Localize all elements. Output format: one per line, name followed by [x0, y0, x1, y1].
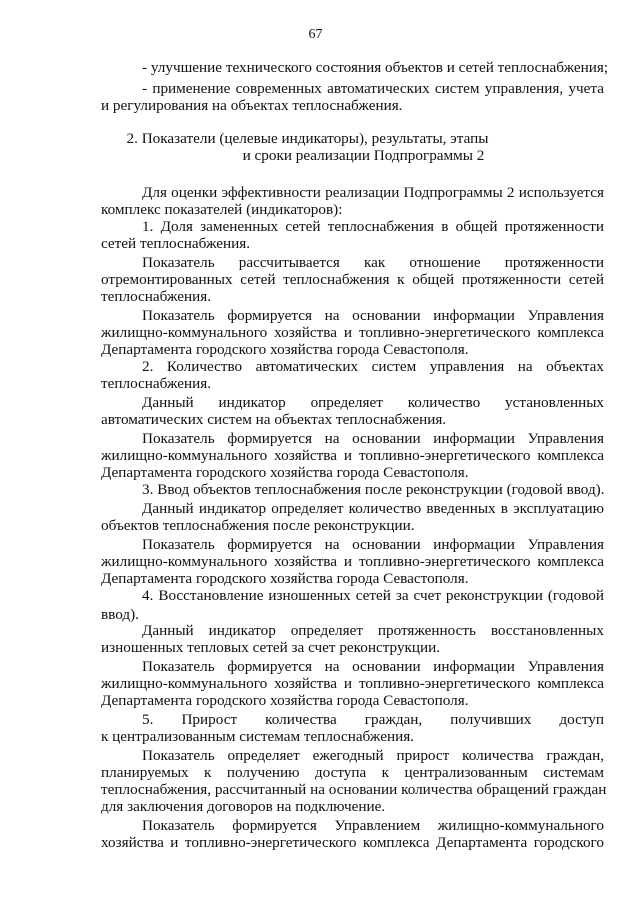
paragraph-line: Департамента городского хозяйства города Севастополя.: [101, 692, 469, 709]
paragraph-line: сетей теплоснабжения.: [101, 235, 251, 252]
paragraph-line: Показатель определяет ежегодный прирост количества граждан,: [142, 747, 604, 764]
paragraph-line: жилищно-коммунального хозяйства и топливно-энергетического комплекса: [101, 553, 604, 570]
paragraph-line: - улучшение технического состояния объектов и сетей теплоснабжения;: [142, 59, 609, 76]
paragraph-line: жилищно-коммунального хозяйства и топливно-энергетического комплекса: [101, 675, 604, 692]
paragraph-line: 4. Восстановление изношенных сетей за счет реконструкции (годовой: [142, 587, 604, 604]
paragraph-line: отремонтированных сетей теплоснабжения к общей протяженности сетей: [101, 271, 604, 288]
paragraph-line: жилищно-коммунального хозяйства и топливно-энергетического комплекса: [101, 324, 604, 341]
paragraph-line: комплекс показателей (индикаторов):: [101, 201, 343, 218]
paragraph-line: и регулирования на объектах теплоснабжения.: [101, 97, 403, 114]
paragraph-line: Показатель формируется на основании информации Управления: [142, 307, 604, 324]
paragraph-line: 5. Прирост количества граждан, получивших доступ: [142, 711, 604, 728]
paragraph-line: Департамента городского хозяйства города Севастополя.: [101, 570, 469, 587]
paragraph-line: хозяйства и топливно-энергетического комплекса Департамента городского: [101, 834, 604, 851]
paragraph-line: жилищно-коммунального хозяйства и топливно-энергетического комплекса: [101, 447, 604, 464]
paragraph-line: Данный индикатор определяет количество введенных в эксплуатацию: [142, 500, 604, 517]
paragraph-line: Департамента городского хозяйства города Севастополя.: [101, 341, 469, 358]
paragraph-line: теплоснабжения, рассчитанный на основании количества обращений граждан: [101, 781, 607, 798]
paragraph-line: теплоснабжения.: [101, 288, 212, 305]
paragraph-line: для заключения договоров на подключение.: [101, 798, 386, 815]
section-heading-line: 2. Показатели (целевые индикаторы), результаты, этапы: [126, 130, 489, 147]
paragraph-line: 1. Доля замененных сетей теплоснабжения в общей протяженности: [142, 218, 604, 235]
section-heading-line: и сроки реализации Подпрограммы 2: [242, 147, 485, 164]
paragraph-line: ввод).: [101, 606, 139, 623]
paragraph-line: Показатель формируется на основании информации Управления: [142, 430, 604, 447]
paragraph-line: Данный индикатор определяет протяженность восстановленных: [142, 622, 604, 639]
paragraph-line: Показатель формируется на основании информации Управления: [142, 658, 604, 675]
paragraph-line: Показатель рассчитывается как отношение протяженности: [142, 254, 604, 271]
paragraph-line: - применение современных автоматических систем управления, учета: [142, 80, 604, 97]
paragraph-line: Для оценки эффективности реализации Подпрограммы 2 используется: [142, 184, 604, 201]
paragraph-line: объектов теплоснабжения после реконструкции.: [101, 517, 415, 534]
paragraph-line: Департамента городского хозяйства города Севастополя.: [101, 464, 469, 481]
paragraph-line: к централизованным системам теплоснабжения.: [101, 728, 414, 745]
paragraph-line: 3. Ввод объектов теплоснабжения после реконструкции (годовой ввод).: [142, 481, 605, 498]
paragraph-line: изношенных тепловых сетей за счет реконструкции.: [101, 639, 441, 656]
paragraph-line: 2. Количество автоматических систем управления на объектах: [142, 358, 604, 375]
paragraph-line: автоматических систем на объектах теплоснабжения.: [101, 411, 447, 428]
paragraph-line: Данный индикатор определяет количество установленных: [142, 394, 604, 411]
paragraph-line: Показатель формируется Управлением жилищно-коммунального: [142, 817, 604, 834]
paragraph-line: Показатель формируется на основании информации Управления: [142, 536, 604, 553]
paragraph-line: планируемых к получению доступа к централизованным системам: [101, 764, 604, 781]
paragraph-line: теплоснабжения.: [101, 375, 212, 392]
page-number: 67: [308, 27, 323, 42]
